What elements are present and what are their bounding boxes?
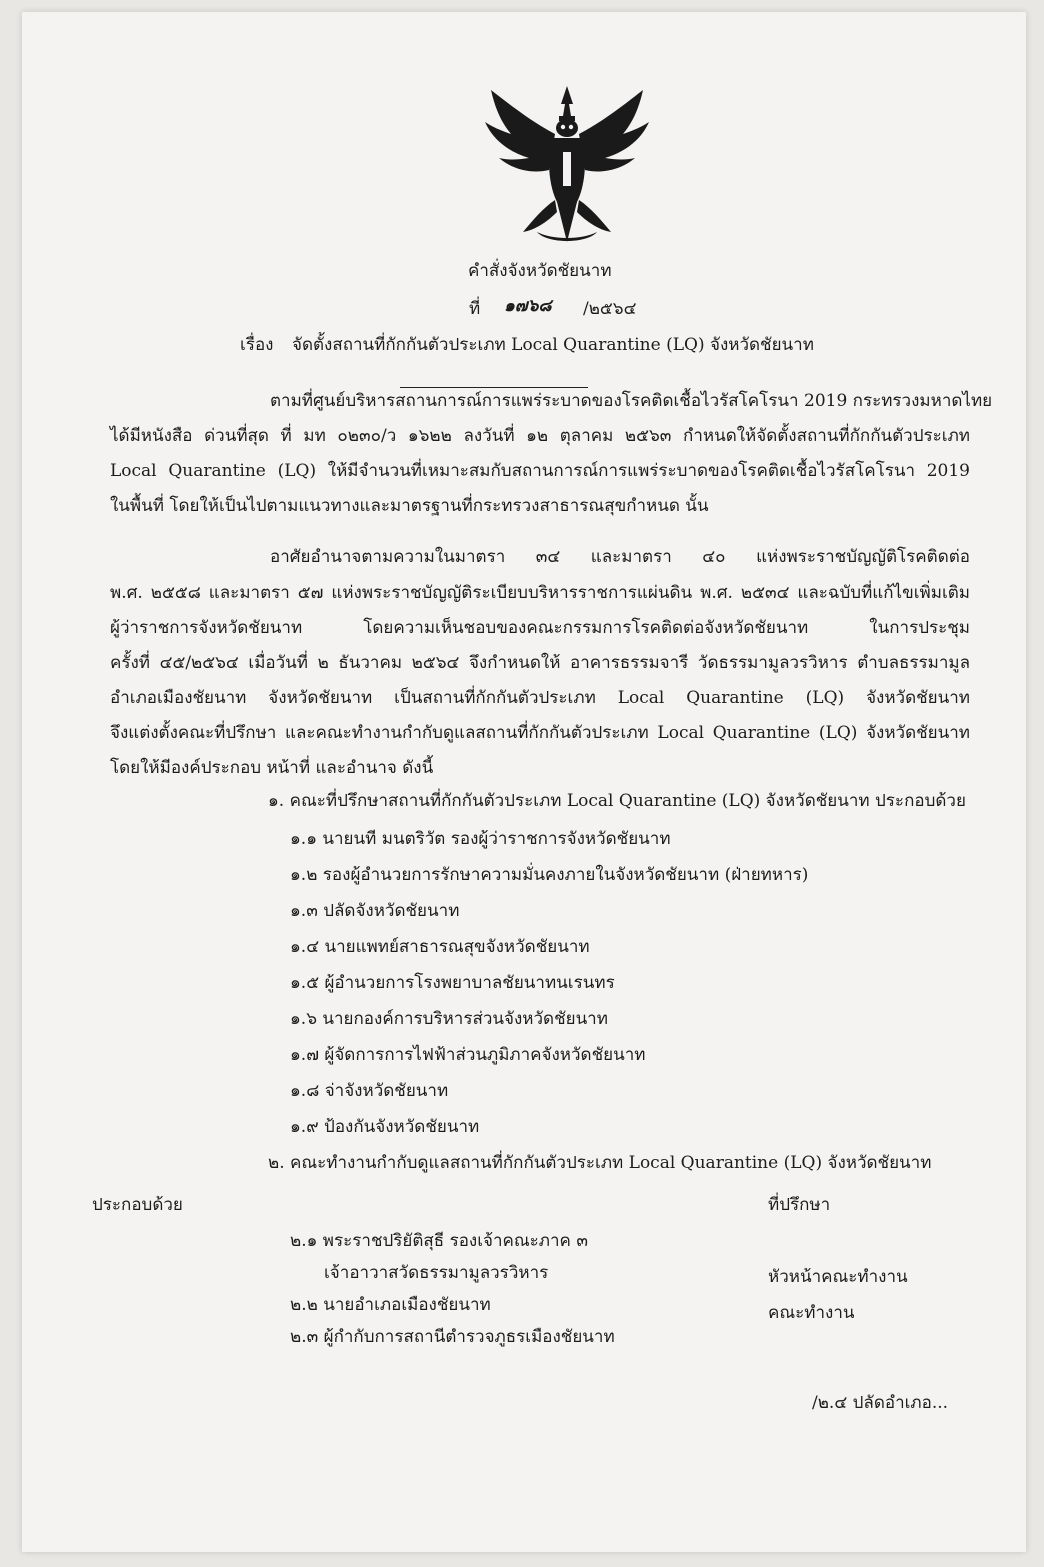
section2-item: ๒.๓ ผู้กำกับการสถานีตำรวจภูธรเมืองชัยนาท [290,1327,615,1347]
section1-item: ๑.๗ ผู้จัดการการไฟฟ้าส่วนภูมิภาคจังหวัดชัยนาท [290,1045,646,1065]
paragraph1-line: ตามที่ศูนย์บริหารสถานการณ์การแพร่ระบาดของโรคติดเชื้อไวรัสโคโรนา 2019 กระทรวงมหาดไทย [270,391,993,411]
section1-item: ๑.๓ ปลัดจังหวัดชัยนาท [290,901,460,921]
section1-item: ๑.๖ นายกองค์การบริหารส่วนจังหวัดชัยนาท [290,1009,608,1029]
section1-item: ๑.๔ นายแพทย์สาธารณสุขจังหวัดชัยนาท [290,937,590,957]
order-year: /๒๕๖๔ [583,299,637,319]
section2-item: ๒.๒ นายอำเภอเมืองชัยนาท [290,1295,491,1315]
section1-item: ๑.๙ ป้องกันจังหวัดชัยนาท [290,1117,480,1137]
paragraph1-line: ในพื้นที่ โดยให้เป็นไปตามแนวทางและมาตรฐานที่กระทรวงสาธารณสุขกำหนด นั้น [110,496,709,516]
section2-role: คณะทำงาน [768,1303,855,1323]
paragraph2-line: จึงแต่งตั้งคณะที่ปรึกษา และคณะทำงานกำกับดูแลสถานที่กักกันตัวประเภท Local Quarantine (LQ) จังหวัดชัยนาท [110,723,970,743]
document-page [22,12,1026,1552]
section2-role: ที่ปรึกษา [768,1195,831,1215]
section2-heading: ๒. คณะทำงานกำกับดูแลสถานที่กักกันตัวประเภท Local Quarantine (LQ) จังหวัดชัยนาท [268,1153,932,1173]
section1-item: ๑.๒ รองผู้อำนวยการรักษาความมั่นคงภายในจังหวัดชัยนาท (ฝ่ายทหาร) [290,865,809,885]
paragraph2-line: โดยให้มีองค์ประกอบ หน้าที่ และอำนาจ ดังนี้ [110,758,434,778]
section1-heading: ๑. คณะที่ปรึกษาสถานที่กักกันตัวประเภท Local Quarantine (LQ) จังหวัดชัยนาท ประกอบด้วย [268,791,966,811]
paragraph2-line: พ.ศ. ๒๕๕๘ และมาตรา ๕๗ แห่งพระราชบัญญัติระเบียบบริหารราชการแผ่นดิน พ.ศ. ๒๕๓๔ และฉบับที่แก้ไขเพิ่มเติม [110,583,970,603]
order-number-prefix: ที่ [469,299,481,319]
garuda-emblem-icon [477,82,657,252]
section1-item: ๑.๘ จ่าจังหวัดชัยนาท [290,1081,449,1101]
header-divider [400,387,588,388]
subject-text: จัดตั้งสถานที่กักกันตัวประเภท Local Quarantine (LQ) จังหวัดชัยนาท [292,335,814,355]
order-number: ๑๗๖๘ [504,296,552,316]
section2-role: หัวหน้าคณะทำงาน [768,1267,908,1287]
paragraph1-line: Local Quarantine (LQ) ให้มีจำนวนที่เหมาะสมกับสถานการณ์การแพร่ระบาดของโรคติดเชื้อไวรัสโคโรนา 2019 [110,461,970,481]
paragraph1-line: ได้มีหนังสือ ด่วนที่สุด ที่ มท ๐๒๓๐/ว ๑๖๒๒ ลงวันที่ ๑๒ ตุลาคม ๒๕๖๓ กำหนดให้จัดตั้งสถานที่กักกันตัวประเภท [110,426,970,446]
paragraph2-line: อาศัยอำนาจตามความในมาตรา ๓๔ และมาตรา ๔๐ แห่งพระราชบัญญัติโรคติดต่อ [270,547,970,567]
paragraph2-line: ครั้งที่ ๔๕/๒๕๖๔ เมื่อวันที่ ๒ ธันวาคม ๒๕๖๔ จึงกำหนดให้ อาคารธรรมจารี วัดธรรมามูลวรวิหาร ตำบลธรรมามูล [110,653,970,673]
continuation-text: /๒.๔ ปลัดอำเภอ... [812,1393,949,1413]
section2-item: ๒.๑ พระราชปริยัติสุธี รองเจ้าคณะภาค ๓ [290,1231,588,1251]
paragraph2-line: ผู้ว่าราชการจังหวัดชัยนาท โดยความเห็นชอบของคณะกรรมการโรคติดต่อจังหวัดชัยนาท ในการประชุม [110,618,970,638]
subject-label: เรื่อง [240,335,274,355]
paragraph2-line: อำเภอเมืองชัยนาท จังหวัดชัยนาท เป็นสถานที่กักกันตัวประเภท Local Quarantine (LQ) จังหวัดชัยนาท [110,688,970,708]
section1-item: ๑.๕ ผู้อำนวยการโรงพยาบาลชัยนาทนเรนทร [290,973,615,993]
section2-lead: ประกอบด้วย [92,1195,183,1215]
section2-item: เจ้าอาวาสวัดธรรมามูลวรวิหาร [324,1263,549,1283]
section1-item: ๑.๑ นายนที มนตริวัต รองผู้ว่าราชการจังหวัดชัยนาท [290,829,671,849]
order-title: คำสั่งจังหวัดชัยนาท [468,261,612,281]
